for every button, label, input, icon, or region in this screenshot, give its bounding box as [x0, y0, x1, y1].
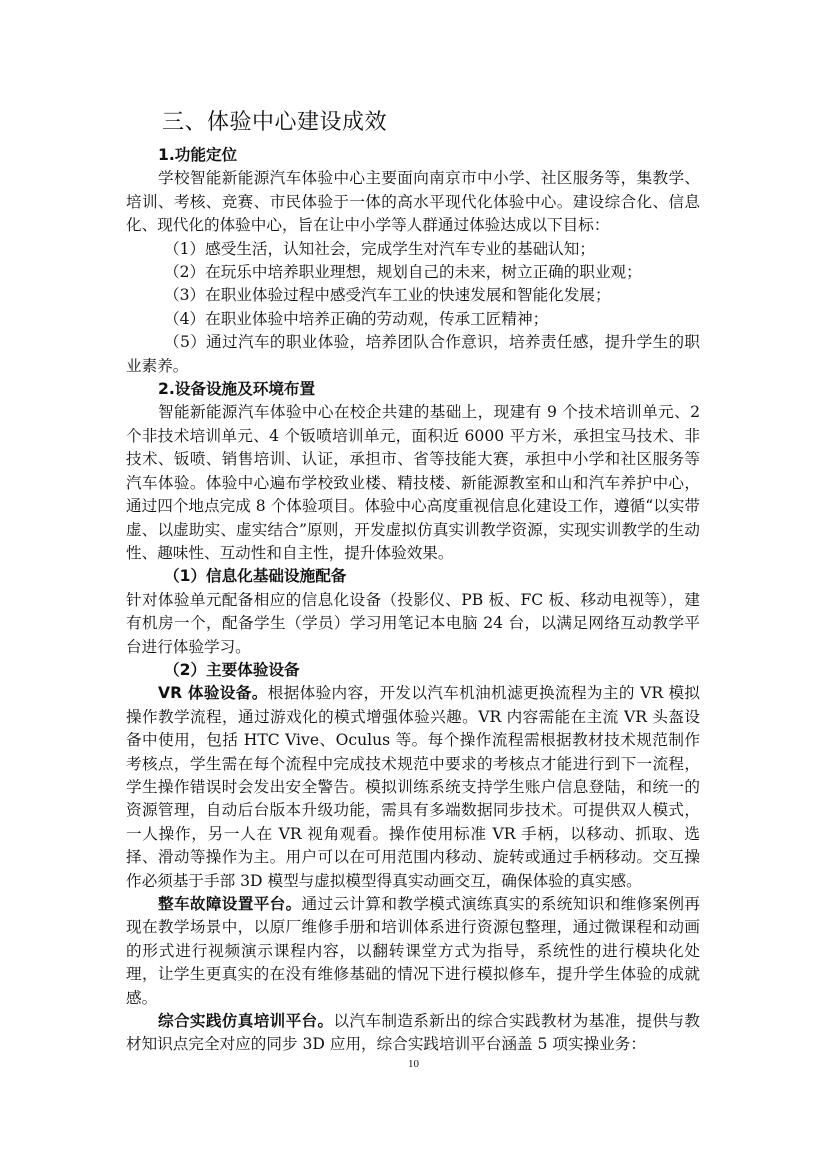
section-1-intro: 学校智能新能源汽车体验中心主要面向南京市中小学、社区服务等，集教学、培训、考核、竞赛、市民体验于一体的高水平现代化体验中心。建设综合化、信息化、现代化的体验中心，旨在让中小学等人群通过体验达成以下目标：	[126, 169, 700, 235]
list-item: （4）在职业体验中培养正确的劳动观，传承工匠精神；	[164, 309, 549, 328]
vr-lead: VR 体验设备。	[158, 684, 268, 703]
page-number: 10	[408, 1058, 419, 1070]
subsection-1-text: 针对体验单元配备相应的信息化设备（投影仪、PB 板、FC 板、移动电视等），建有机房一个，配备学生（学员）学习用笔记本电脑 24 台，以满足网络互动教学平台进行体验学习。	[126, 590, 700, 656]
list-item: （5）通过汽车的职业体验，培养团队合作意识，培养责任感，提升学生的职业素养。	[126, 333, 700, 375]
section-title: 三、体验中心建设成效	[162, 110, 388, 135]
fault-lead: 整车故障设置平台。	[158, 895, 302, 913]
section-2-intro: 智能新能源汽车体验中心在校企共建的基础上，现建有 9 个技术培训单元、2 个非技术培训单元、4 个钣喷培训单元，面积近 6000 平方米，承担宝马技术、非技术、钣喷、销售培训、认证，承担市、省等技能大赛，承担中小学和社区服务等汽车体验。体验中心遍布学校致业楼、精技楼、新能源教室和山和汽车养护中心，通过四个地点完成 8 个体验项目。体验中心高度重视信息化建设工作，遵循“以实带虚、以虚助实、虚实结合”原则，开发虚拟仿真实训教学资源，实现实训教学的生动性、趣味性、互动性和自主性，提升体验效果。	[126, 403, 700, 562]
sim-paragraph	[126, 1010, 700, 1057]
subsection-2-heading: （2）主要体验设备	[164, 660, 300, 679]
fault-paragraph	[126, 893, 700, 1010]
sim-lead: 综合实践仿真培训平台。	[158, 1012, 334, 1031]
section-2-heading: 2.设备设施及环境布置	[158, 380, 316, 399]
sim-text: 以汽车制造系新出的综合实践教材为基准，提供与教材知识点完全对应的同步 3D 应用，综合实践培训平台涵盖 5 项实操业务：	[126, 1012, 700, 1054]
list-item: （3）在职业体验过程中感受汽车工业的快速发展和智能化发展；	[164, 286, 611, 305]
subsection-1-heading: （1）信息化基础设施配备	[164, 567, 347, 586]
vr-paragraph	[126, 682, 700, 893]
fault-text: 通过云计算和教学模式演练真实的系统知识和维修案例再现在教学场景中，以原厂维修手册和培训体系进行资源包整理，通过微课程和动画的形式进行视频演示课程内容，以翻转课堂方式为指导，系统性的进行模块化处理，让学生更真实的在没有维修基础的情况下进行模拟修车，提升学生体验的成就感。	[126, 895, 700, 1007]
list-item: （1）感受生活，认知社会，完成学生对汽车专业的基础认知；	[164, 239, 595, 258]
vr-text: 根据体验内容，开发以汽车机油机滤更换流程为主的 VR 模拟操作教学流程，通过游戏化的模式增强体验兴趣。VR 内容需能在主流 VR 头盔设备中使用，包括 HTC Vive、Oculus 等。每个操作流程需根据教材技术规范制作考核点，学生需在每个流程中完成技术规范中要求的考核点才能进行到下一流程，学生操作错误时会发出安全警告。模拟训练系统支持学生账户信息登陆，和统一的资源管理，自动后台版本升级功能，需具有多端数据同步技术。可提供双人模式，一人操作，另一人在 VR 视角观看。操作使用标准 VR 手柄，以移动、抓取、选择、滑动等操作为主。用户可以在可用范围内移动、旋转或通过手柄移动。交互操作必须基于手部 3D 模型与虚拟模型得真实动画交互，确保体验的真实感。	[126, 684, 700, 890]
section-1-heading: 1.功能定位	[158, 146, 238, 164]
list-item: （2）在玩乐中培养职业理想，规划自己的未来，树立正确的职业观；	[164, 263, 642, 282]
body-text	[126, 144, 700, 1057]
